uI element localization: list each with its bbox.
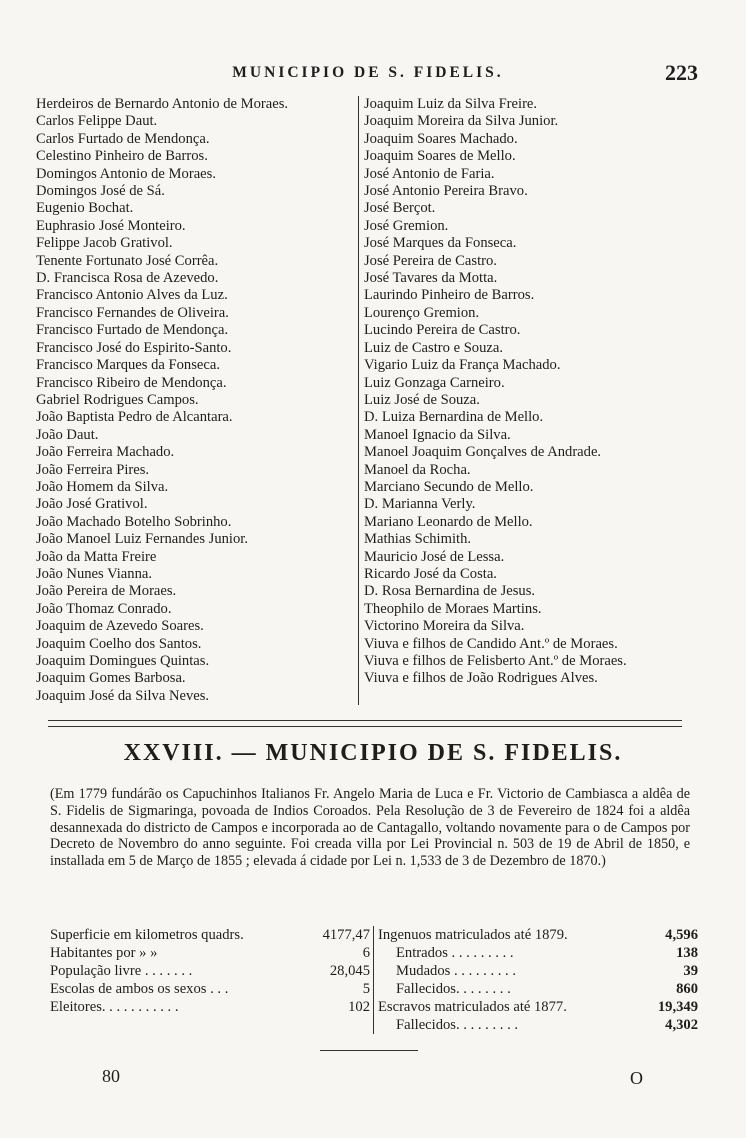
statistics-table bbox=[50, 926, 698, 1034]
name-entry: Joaquim Soares de Mello. bbox=[364, 148, 516, 165]
stat-label: Habitantes por » » bbox=[50, 945, 158, 961]
stat-row bbox=[378, 926, 698, 944]
name-entry: D. Rosa Bernardina de Jesus. bbox=[364, 583, 536, 600]
stat-row bbox=[50, 998, 370, 1016]
name-entry: Manoel Joaquim Gonçalves de Andrade. bbox=[364, 444, 602, 461]
stat-row bbox=[378, 962, 698, 980]
name-entry: João Machado Botelho Sobrinho. bbox=[36, 513, 232, 530]
name-entry: Herdeiros de Bernardo Antonio de Moraes. bbox=[36, 96, 289, 112]
names-column-left bbox=[36, 96, 358, 705]
section-intro-paragraph: (Em 1779 fundárão os Capuchinhos Italianos Fr. Angelo Maria de Luca e Fr. Victorio de Cambiasca a aldêa de S. Fidelis de Sigmaringa, povoada de Indios Coroados. Pela Resolução de 3 de Fevereiro de 1824 foi a aldêa desannexada do districto de Campos e incorporada ao de Cantagallo, voltando novamente para o de Campos por Decreto de Novembro do anno seguinte. Foi creada villa por Lei Provincial n. 503 de 19 de Abril de 1850, e installada em 5 de Março de 1855 ; elevada á cidade por Lei n. 1,533 de 3 de Dezembro de 1870.) bbox=[50, 786, 690, 870]
stat-value: 6 bbox=[362, 945, 370, 961]
name-entry: Joaquim Coelho dos Santos. bbox=[36, 635, 202, 652]
name-entry: Manoel da Rocha. bbox=[364, 461, 471, 478]
name-entry: Viuva e filhos de Felisberto Ant.º de Moraes. bbox=[364, 653, 627, 669]
name-entry: Euphrasio José Monteiro. bbox=[36, 217, 186, 234]
name-entry: Luiz José de Souza. bbox=[364, 391, 480, 408]
names-column-right bbox=[358, 96, 700, 705]
stat-label: Fallecidos. . . . . . . . . bbox=[396, 1017, 519, 1033]
name-entry: João Thomaz Conrado. bbox=[36, 600, 172, 617]
stat-row bbox=[50, 980, 370, 998]
name-entry: Joaquim Moreira da Silva Junior. bbox=[364, 113, 559, 130]
stat-row bbox=[50, 926, 370, 944]
name-entry: D. Marianna Verly. bbox=[364, 496, 476, 513]
name-entry: João Homem da Silva. bbox=[36, 478, 169, 495]
page-header bbox=[38, 60, 698, 88]
name-entry: Carlos Felippe Daut. bbox=[36, 113, 158, 130]
name-entry: João José Grativol. bbox=[36, 496, 148, 513]
stat-value: 860 bbox=[676, 981, 698, 997]
stat-label: Fallecidos. . . . . . . . bbox=[396, 981, 511, 997]
name-entry: João Manoel Luiz Fernandes Junior. bbox=[36, 531, 248, 548]
stat-label: Mudados . . . . . . . . . bbox=[396, 963, 516, 979]
name-entry: Luiz de Castro e Souza. bbox=[364, 339, 504, 356]
name-entry: Vigario Luiz da França Machado. bbox=[364, 357, 561, 374]
name-entry: José Gremion. bbox=[364, 217, 449, 234]
stat-value: 4177,47 bbox=[322, 927, 370, 943]
stat-label: Escolas de ambos os sexos . . . bbox=[50, 981, 229, 997]
stat-row bbox=[378, 998, 698, 1016]
name-entry: Joaquim Luiz da Silva Freire. bbox=[364, 96, 538, 112]
name-entry: José Antonio de Faria. bbox=[364, 165, 495, 182]
name-entry: Mathias Schimith. bbox=[364, 531, 472, 548]
stat-label: População livre . . . . . . . bbox=[50, 963, 193, 979]
names-list bbox=[36, 96, 700, 705]
name-entry: Ricardo José da Costa. bbox=[364, 565, 497, 582]
name-entry: João Ferreira Machado. bbox=[36, 444, 175, 461]
stat-label: Superficie em kilometros quadrs. bbox=[50, 927, 244, 943]
name-entry: Marciano Secundo de Mello. bbox=[364, 478, 534, 495]
name-entry: Carlos Furtado de Mendonça. bbox=[36, 130, 210, 147]
stat-label: Entrados . . . . . . . . . bbox=[396, 945, 514, 961]
name-entry: Manoel Ignacio da Silva. bbox=[364, 426, 511, 443]
stat-value: 5 bbox=[362, 981, 370, 997]
name-entry: Joaquim de Azevedo Soares. bbox=[36, 618, 204, 635]
name-entry: Laurindo Pinheiro de Barros. bbox=[364, 287, 535, 304]
name-entry: Joaquim Domingues Quintas. bbox=[36, 653, 210, 669]
name-entry: Celestino Pinheiro de Barros. bbox=[36, 148, 208, 165]
statistics-left-column bbox=[50, 926, 374, 1034]
stat-value: 4,596 bbox=[665, 927, 698, 943]
stat-value: 4,302 bbox=[665, 1017, 698, 1033]
stat-label: Eleitores. . . . . . . . . . . bbox=[50, 999, 179, 1015]
name-entry: Joaquim José da Silva Neves. bbox=[36, 687, 210, 704]
name-entry: Francisco Marques da Fonseca. bbox=[36, 357, 220, 374]
name-entry: Francisco José do Espirito-Santo. bbox=[36, 339, 232, 356]
name-entry: José Antonio Pereira Bravo. bbox=[364, 183, 528, 200]
stat-row bbox=[50, 962, 370, 980]
name-entry: Tenente Fortunato José Corrêa. bbox=[36, 252, 219, 269]
name-entry: João Pereira de Moraes. bbox=[36, 583, 177, 600]
running-title: MUNICIPIO DE S. FIDELIS. bbox=[232, 64, 504, 81]
name-entry: Viuva e filhos de João Rodrigues Alves. bbox=[364, 670, 598, 687]
name-entry: João Ferreira Pires. bbox=[36, 461, 150, 478]
name-entry: João Baptista Pedro de Alcantara. bbox=[36, 409, 233, 426]
signature-mark-left: 80 bbox=[102, 1066, 120, 1086]
name-entry: Joaquim Soares Machado. bbox=[364, 130, 518, 147]
stat-label: Ingenuos matriculados até 1879. bbox=[378, 927, 568, 943]
name-entry: Felippe Jacob Grativol. bbox=[36, 235, 173, 252]
stat-row bbox=[50, 944, 370, 962]
double-rule-divider bbox=[48, 720, 682, 727]
name-entry: D. Luiza Bernardina de Mello. bbox=[364, 409, 544, 426]
name-entry: João da Matta Freire bbox=[36, 548, 157, 565]
name-entry: Luiz Gonzaga Carneiro. bbox=[364, 374, 505, 391]
stat-row bbox=[378, 944, 698, 962]
section-title: XXVIII. — MUNICIPIO DE S. FIDELIS. bbox=[123, 740, 623, 766]
name-entry: Gabriel Rodrigues Campos. bbox=[36, 391, 199, 408]
name-entry: Joaquim Gomes Barbosa. bbox=[36, 670, 186, 687]
name-entry: José Marques da Fonseca. bbox=[364, 235, 517, 252]
name-entry: Victorino Moreira da Silva. bbox=[364, 618, 525, 635]
name-entry: Francisco Fernandes de Oliveira. bbox=[36, 304, 229, 321]
name-entry: João Nunes Vianna. bbox=[36, 565, 152, 582]
name-entry: Francisco Antonio Alves da Luz. bbox=[36, 287, 228, 304]
page-number: 223 bbox=[665, 60, 698, 85]
name-entry: Francisco Furtado de Mendonça. bbox=[36, 322, 229, 339]
stat-row bbox=[378, 1016, 698, 1034]
name-entry: João Daut. bbox=[36, 426, 99, 443]
stat-value: 39 bbox=[683, 963, 698, 979]
stat-value: 28,045 bbox=[329, 963, 370, 979]
stat-row bbox=[378, 980, 698, 998]
name-entry: D. Francisca Rosa de Azevedo. bbox=[36, 270, 219, 287]
name-entry: Domingos José de Sá. bbox=[36, 183, 165, 200]
statistics-right-column bbox=[374, 926, 698, 1034]
name-entry: José Berçot. bbox=[364, 200, 436, 217]
closing-rule bbox=[320, 1050, 418, 1051]
stat-value: 138 bbox=[676, 945, 698, 961]
name-entry: Lourenço Gremion. bbox=[364, 304, 480, 321]
name-entry: Viuva e filhos de Candido Ant.º de Moraes. bbox=[364, 635, 618, 652]
signature-mark-right: O bbox=[630, 1068, 643, 1088]
stat-value: 19,349 bbox=[657, 999, 698, 1015]
name-entry: Eugenio Bochat. bbox=[36, 200, 134, 217]
name-entry: Theophilo de Moraes Martins. bbox=[364, 600, 542, 617]
name-entry: José Tavares da Motta. bbox=[364, 270, 498, 287]
name-entry: Domingos Antonio de Moraes. bbox=[36, 165, 216, 182]
name-entry: Mauricio José de Lessa. bbox=[364, 548, 505, 565]
name-entry: Francisco Ribeiro de Mendonça. bbox=[36, 374, 227, 391]
name-entry: Mariano Leonardo de Mello. bbox=[364, 513, 533, 530]
name-entry: José Pereira de Castro. bbox=[364, 252, 497, 269]
stat-label: Escravos matriculados até 1877. bbox=[378, 999, 567, 1015]
stat-value: 102 bbox=[348, 999, 370, 1015]
name-entry: Lucindo Pereira de Castro. bbox=[364, 322, 521, 339]
